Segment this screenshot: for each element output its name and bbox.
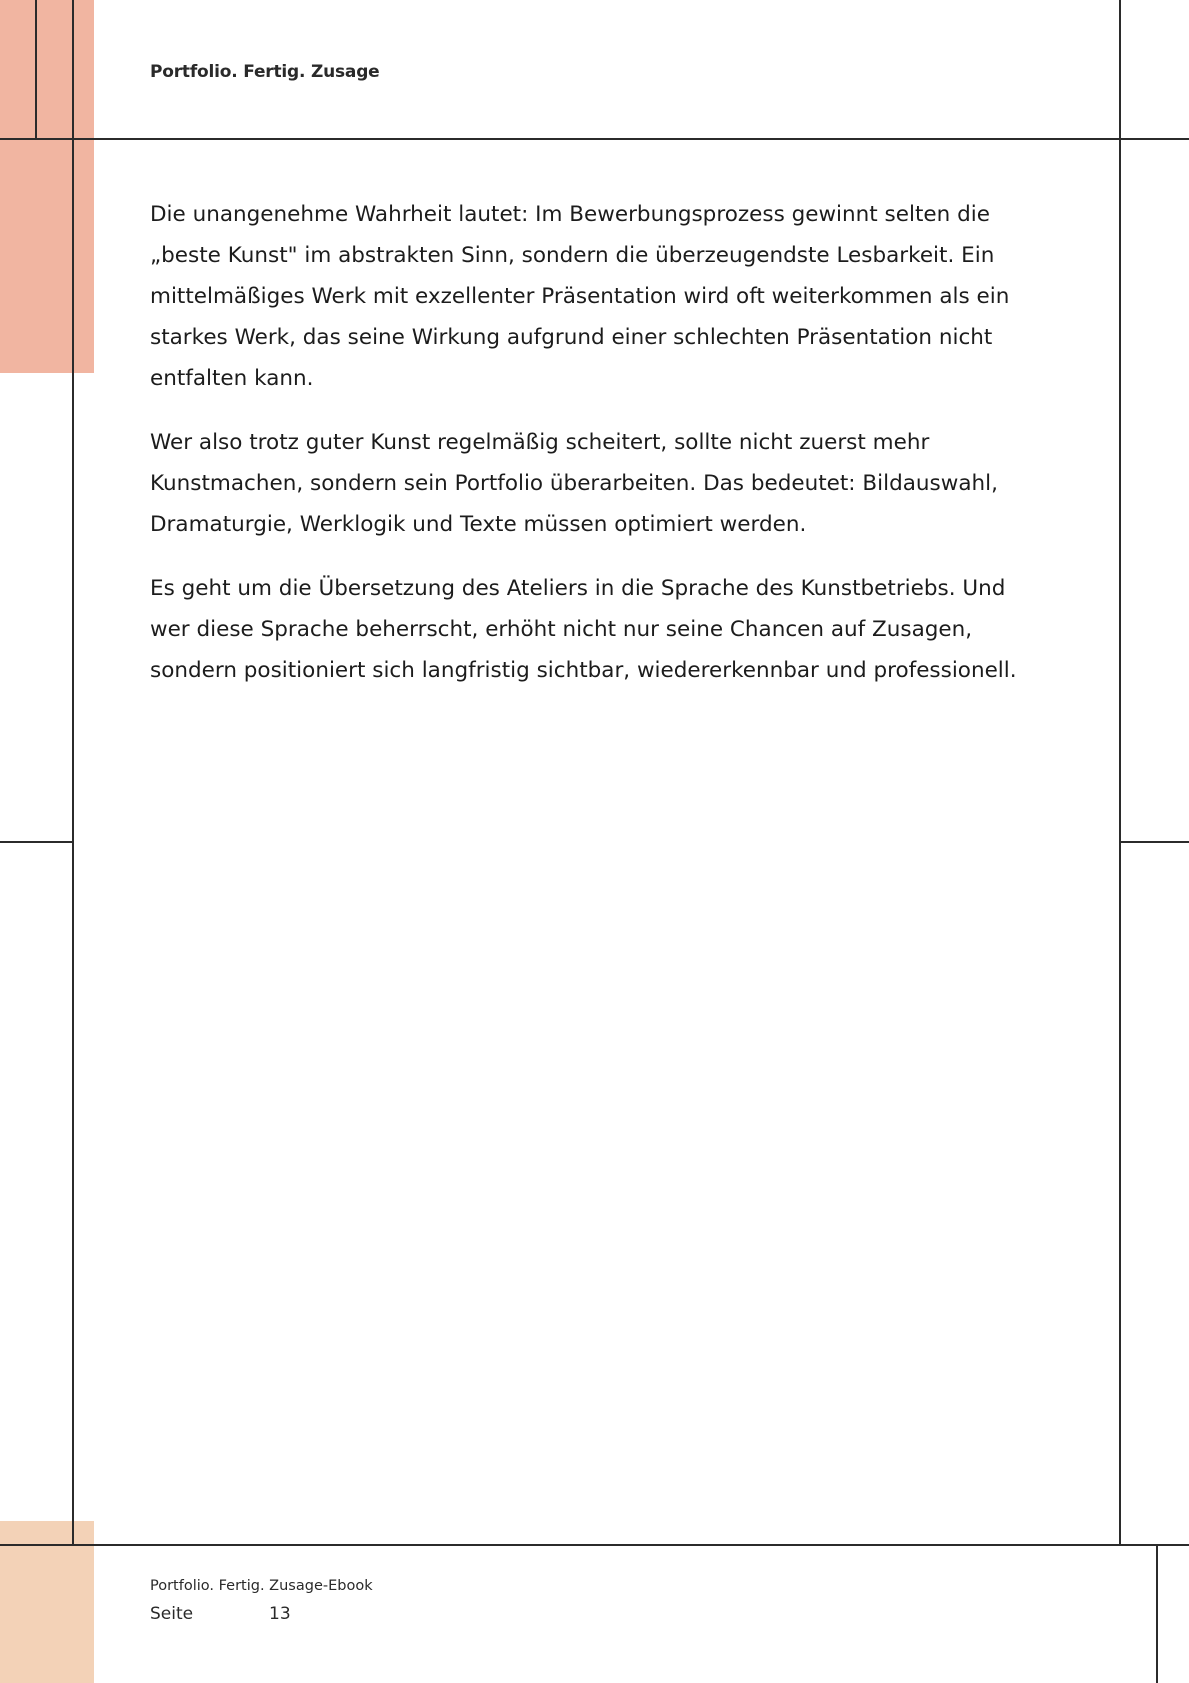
mid-rule-left <box>0 841 73 843</box>
header-rule <box>0 138 1189 140</box>
mid-rule-right <box>1120 841 1189 843</box>
page-label: Seite <box>150 1604 194 1624</box>
frame-line-right <box>1119 0 1121 1546</box>
paragraph: Es geht um die Übersetzung des Ateliers in die Sprache des Kunstbetriebs. Und wer diese Sprache beherrscht, erhöht nicht nur seine Chancen auf Zusagen, sondern positioniert sich langfristig sichtbar, wiedererkennbar und professionell. <box>150 576 1017 683</box>
body-text <box>150 194 1050 714</box>
page-number: 13 <box>269 1604 291 1624</box>
footer-title: Portfolio. Fertig. Zusage-Ebook <box>150 1578 373 1594</box>
decorative-coral-block <box>0 0 94 373</box>
running-header-title: Portfolio. Fertig. Zusage <box>150 62 380 82</box>
paragraph: Die unangenehme Wahrheit lautet: Im Bewerbungsprozess gewinnt selten die „beste Kunst" im abstrakten Sinn, sondern die überzeugendste Lesbarkeit. Ein mittelmäßiges Werk mit exzellenter Präsentation wird oft weiterkommen als ein starkes Werk, das seine Wirkung aufgrund einer schlechten Präsentation nicht entfalten kann. <box>150 202 1010 391</box>
footer-page-info <box>150 1604 291 1624</box>
frame-line-right-footer <box>1156 1544 1158 1683</box>
frame-line-left <box>72 0 74 1546</box>
footer-rule <box>0 1544 1189 1546</box>
paragraph: Wer also trotz guter Kunst regelmäßig scheitert, sollte nicht zuerst mehr Kunstmachen, sondern sein Portfolio überarbeiten. Das bedeutet: Bildauswahl, Dramaturgie, Werklogik und Texte müssen optimiert werden. <box>150 430 998 537</box>
frame-line-left-short <box>35 0 37 140</box>
